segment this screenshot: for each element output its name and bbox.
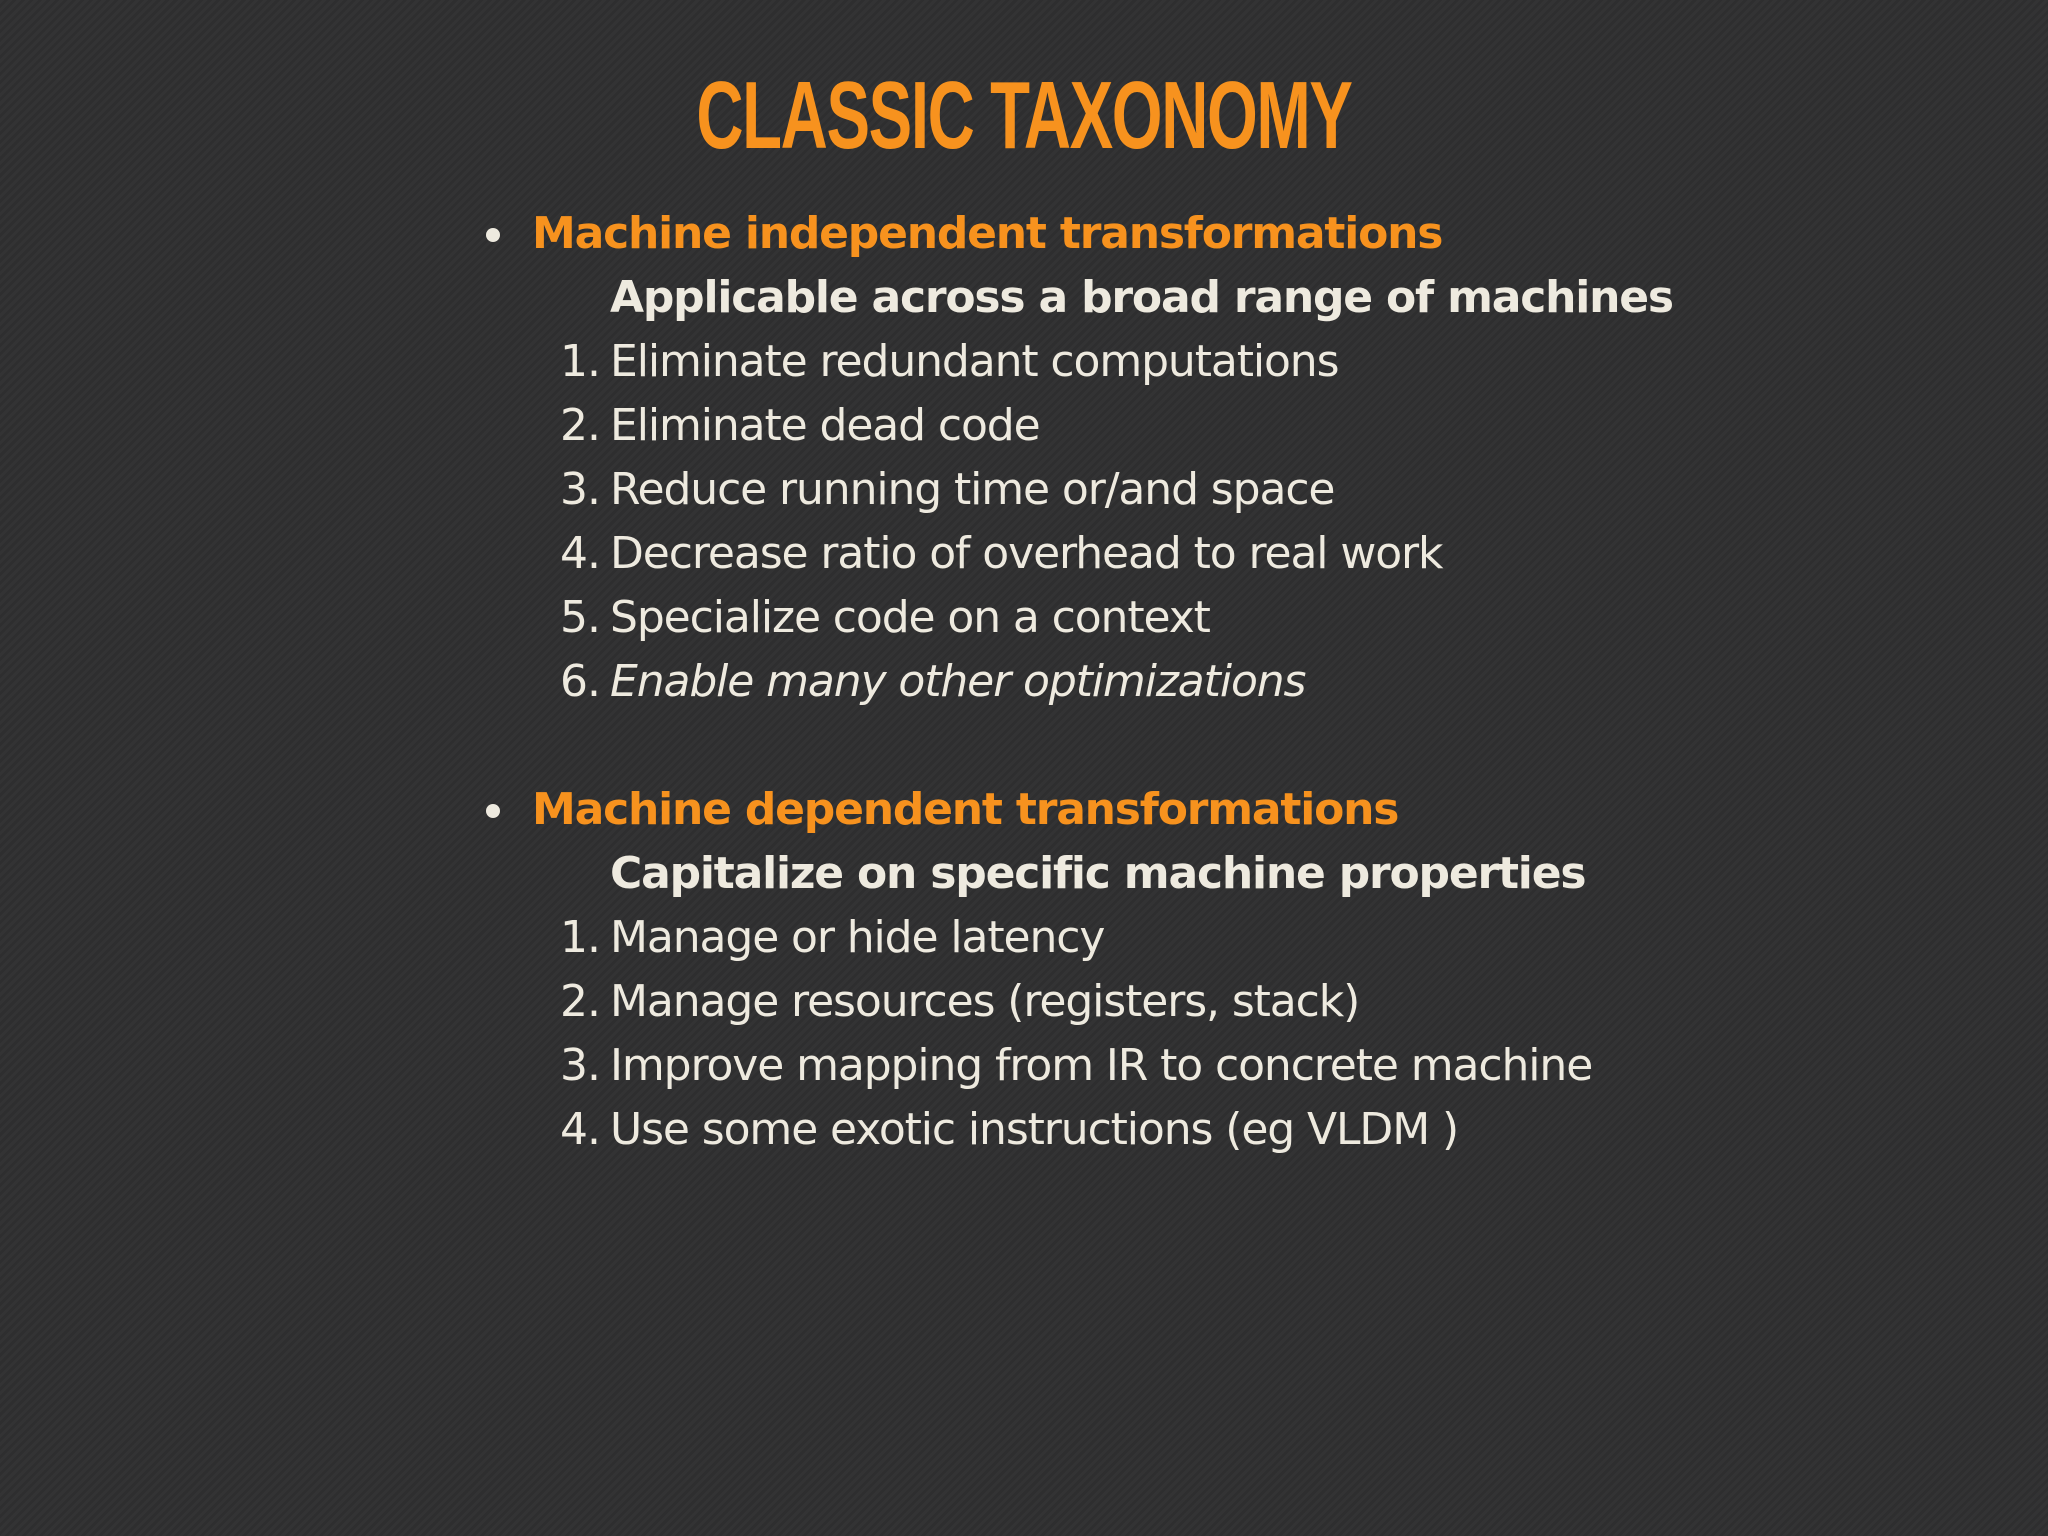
section-machine-dependent: [480, 778, 1680, 1162]
list-item-text: Manage resources (registers, stack): [610, 976, 1360, 1027]
section-heading: Machine dependent transformations: [532, 784, 1399, 835]
list-item-number: 6.: [560, 656, 600, 707]
list-item: [480, 970, 1680, 1034]
list-item: [480, 586, 1680, 650]
list-item-text: Improve mapping from IR to concrete machine: [610, 1040, 1593, 1091]
list-item: [480, 650, 1680, 714]
list-item-text: Specialize code on a context: [610, 592, 1210, 643]
list-item-text: Manage or hide latency: [610, 912, 1105, 963]
section-heading-row: [480, 202, 1680, 266]
section-subheading: Applicable across a broad range of machines: [610, 272, 1673, 323]
list-item-number: 2.: [560, 976, 600, 1027]
section-machine-independent: [480, 202, 1680, 714]
list-item-text: Decrease ratio of overhead to real work: [610, 528, 1443, 579]
section-subheading-row: [480, 266, 1680, 330]
bullet-icon: [486, 228, 500, 242]
list-item-number: 5.: [560, 592, 600, 643]
list-item-number: 3.: [560, 1040, 600, 1091]
section-heading: Machine independent transformations: [532, 208, 1443, 259]
list-item: [480, 330, 1680, 394]
section-heading-row: [480, 778, 1680, 842]
list-item-number: 4.: [560, 1104, 600, 1155]
list-item-text: Use some exotic instructions (eg VLDM ): [610, 1104, 1459, 1155]
list-item-text: Enable many other optimizations: [610, 656, 1306, 707]
bullet-icon: [486, 804, 500, 818]
list-item-number: 4.: [560, 528, 600, 579]
list-item: [480, 1034, 1680, 1098]
list-item-number: 1.: [560, 912, 600, 963]
list-item-number: 3.: [560, 464, 600, 515]
list-item: [480, 1098, 1680, 1162]
section-subheading: Capitalize on specific machine properties: [610, 848, 1586, 899]
list-item: [480, 906, 1680, 970]
list-item: [480, 458, 1680, 522]
list-item-text: Eliminate redundant computations: [610, 336, 1339, 387]
list-item-number: 2.: [560, 400, 600, 451]
list-item: [480, 394, 1680, 458]
list-item: [480, 522, 1680, 586]
list-item-text: Reduce running time or/and space: [610, 464, 1335, 515]
section-subheading-row: [480, 842, 1680, 906]
list-item-number: 1.: [560, 336, 600, 387]
list-item-text: Eliminate dead code: [610, 400, 1040, 451]
slide-title: CLASSIC TAXONOMY: [696, 62, 1352, 169]
